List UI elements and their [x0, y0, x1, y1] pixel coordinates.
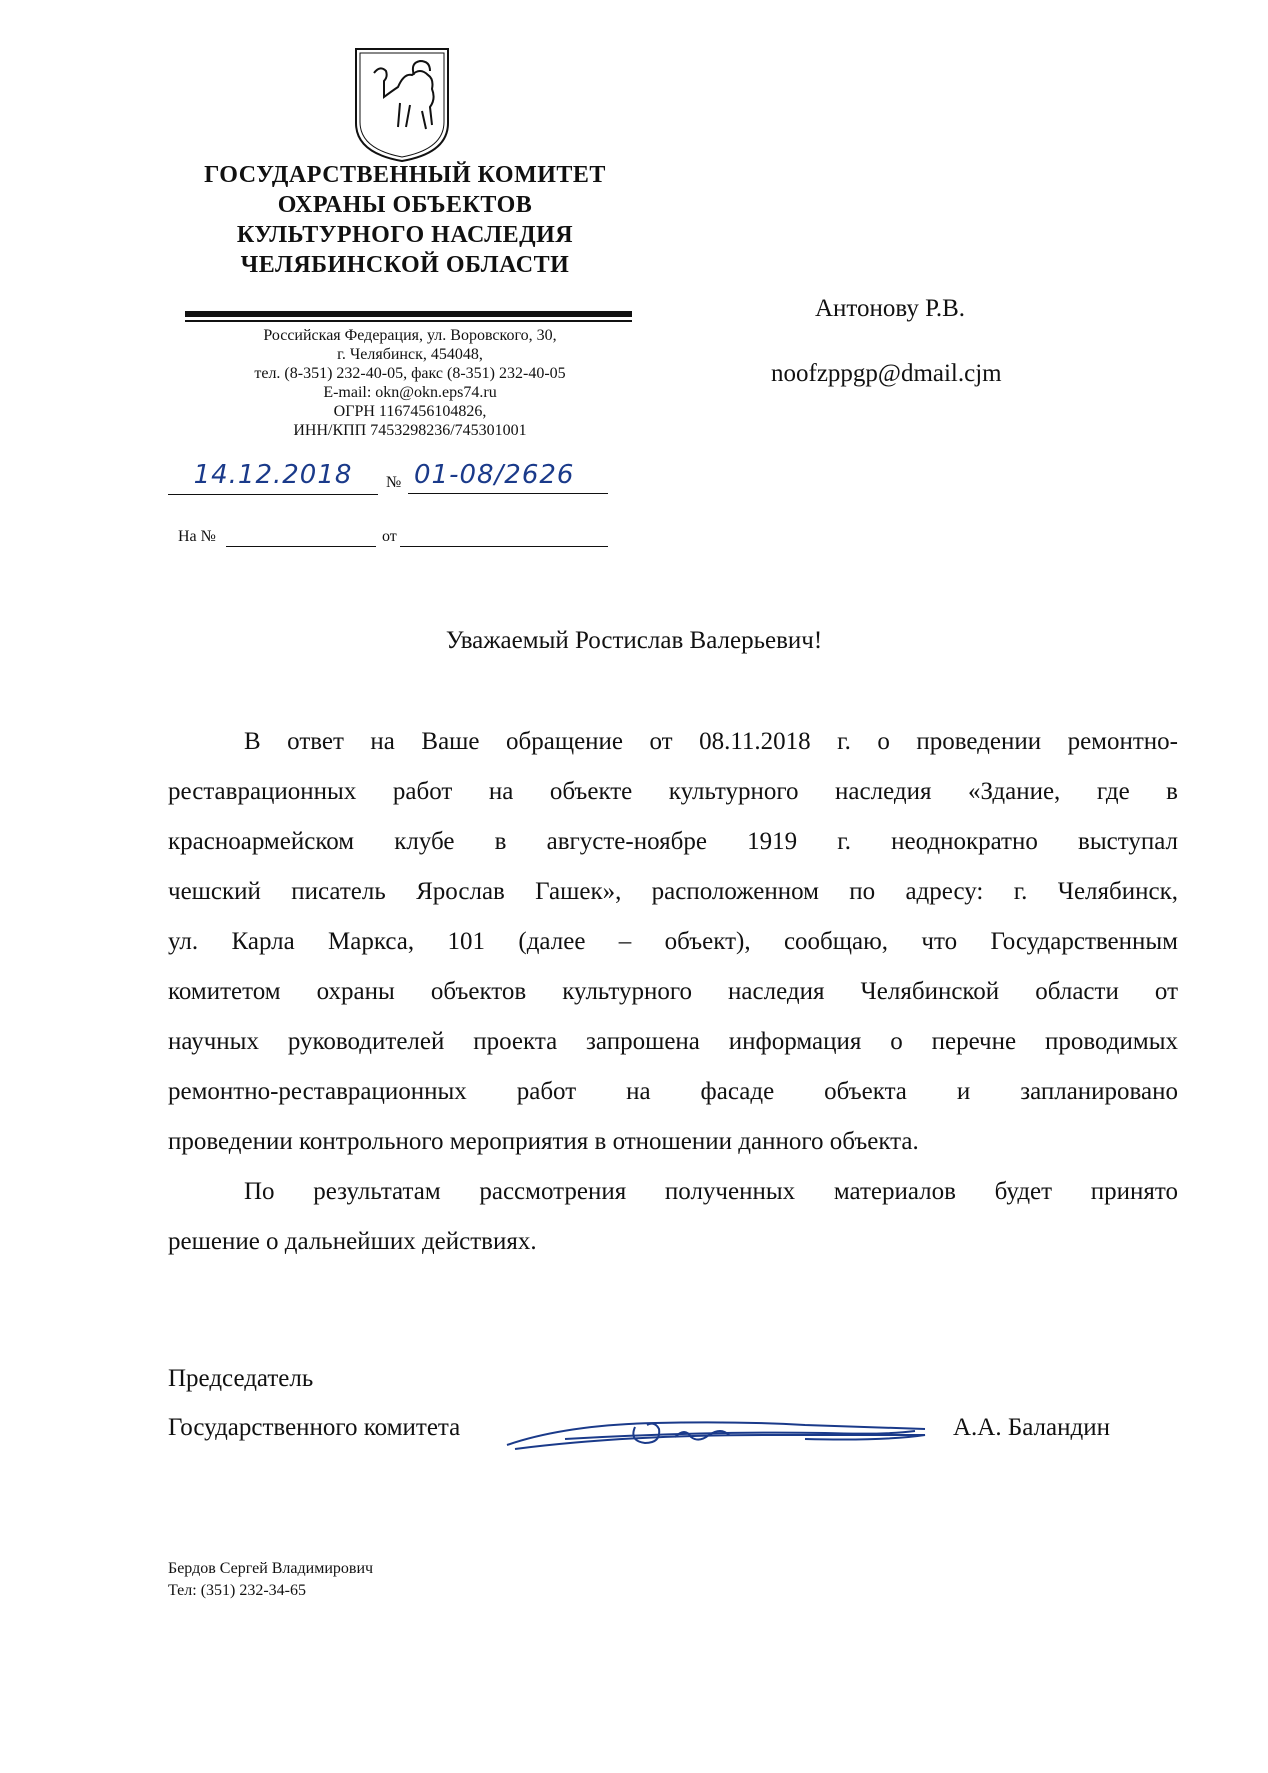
org-title-line-1: ГОСУДАРСТВЕННЫЙ КОМИТЕТ: [204, 162, 606, 188]
registration-number: 01-08/2626: [408, 460, 608, 494]
paragraph-1-line: ул. Карла Маркса, 101 (далее – объект), сообщаю, что Государственным: [168, 928, 1178, 955]
executor-phone: Тел: (351) 232-34-65: [168, 1582, 307, 1599]
contact-email: E-mail: okn@okn.eps74.ru: [323, 384, 497, 401]
paragraph-1-line: В ответ на Ваше обращение от 08.11.2018 г. о проведении ремонтно-: [244, 728, 1178, 755]
paragraph-2-line: По результатам рассмотрения полученных материалов будет принято: [244, 1178, 1178, 1205]
contact-address: Российская Федерация, ул. Воровского, 30,: [263, 327, 557, 344]
paragraph-2-line: решение о дальнейших действиях.: [168, 1228, 537, 1255]
camel-coat-of-arms-icon: [352, 45, 452, 163]
contact-ogrn: ОГРН 1167456104826,: [333, 403, 487, 420]
recipient-name: Антонову Р.В.: [815, 295, 966, 322]
letter-paragraph-2: [168, 1167, 1178, 1267]
paragraph-1-line: проведении контрольного мероприятия в отношении данного объекта.: [168, 1128, 919, 1155]
header-rule-thick: [185, 311, 632, 317]
reference-date-field: [400, 528, 608, 547]
contact-inn: ИНН/КПП 7453298236/745301001: [293, 422, 527, 439]
reference-number-label: На №: [178, 528, 216, 545]
paragraph-1-line: комитетом охраны объектов культурного наследия Челябинской области от: [168, 978, 1178, 1005]
org-title-line-2: ОХРАНЫ ОБЪЕКТОВ: [277, 192, 533, 218]
org-title-line-3: КУЛЬТУРНОГО НАСЛЕДИЯ: [236, 222, 574, 248]
contact-phone: тел. (8-351) 232-40-05, факс (8-351) 232-40-05: [254, 365, 566, 382]
salutation: Уважаемый Ростислав Валерьевич!: [445, 627, 823, 654]
contact-city: г. Челябинск, 454048,: [337, 346, 483, 363]
signatory-position-line-2: Государственного комитета: [168, 1414, 461, 1441]
signatory-name: А.А. Баландин: [953, 1414, 1110, 1441]
handwritten-signature-icon: [505, 1405, 935, 1453]
header-rule-thin: [185, 320, 632, 322]
paragraph-1-line: научных руководителей проекта запрошена информация о перечне проводимых: [168, 1028, 1178, 1055]
recipient-email: noofzppgp@dmail.cjm: [771, 360, 1002, 387]
registration-number-label: №: [386, 474, 402, 491]
letter-paragraph-1: [168, 717, 1178, 1167]
reference-date-label: от: [382, 528, 397, 545]
signatory-position-line-1: Председатель: [168, 1365, 314, 1392]
paragraph-1-line: ремонтно-реставрационных работ на фасаде объекта и запланировано: [168, 1078, 1178, 1105]
org-title-line-4: ЧЕЛЯБИНСКОЙ ОБЛАСТИ: [240, 252, 570, 278]
reference-number-field: [226, 528, 376, 547]
paragraph-1-line: чешский писатель Ярослав Гашек», расположенном по адресу: г. Челябинск,: [168, 878, 1178, 905]
paragraph-1-line: реставрационных работ на объекте культурного наследия «Здание, где в: [168, 778, 1178, 805]
registration-date: 14.12.2018: [168, 460, 378, 495]
paragraph-1-line: красноармейском клубе в августе-ноябре 1919 г. неоднократно выступал: [168, 828, 1178, 855]
executor-name: Бердов Сергей Владимирович: [168, 1560, 374, 1577]
